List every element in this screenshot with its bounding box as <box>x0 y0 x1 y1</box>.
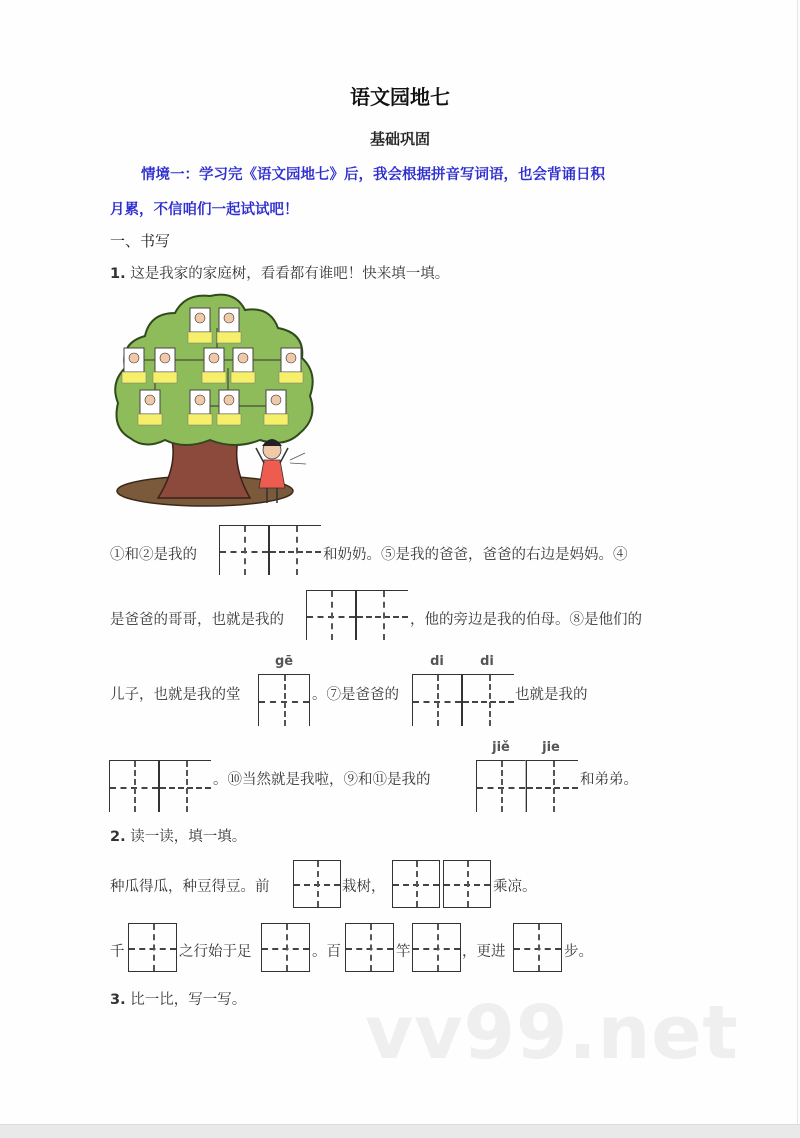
q1-line4-text-a: 。⑩当然就是我啦，⑨和⑪是我的 <box>213 772 431 788</box>
question-2 <box>110 825 246 846</box>
q2-line2-text-b: 之行始于足 <box>179 944 252 960</box>
answer-grid-box[interactable] <box>269 525 321 575</box>
q2-line2-text-d: 竿 <box>396 944 411 960</box>
pinyin-label: jiě <box>492 740 510 755</box>
answer-grid-box[interactable] <box>219 525 269 575</box>
q1-line3-text-c: 也就是我的 <box>515 687 588 703</box>
question-3 <box>110 988 246 1009</box>
family-tree-illustration <box>110 288 320 510</box>
scenario-text-line2: 月累，不信咱们一起试试吧！ <box>110 202 299 218</box>
q1-line2-text-a: 是爸爸的哥哥，也就是我的 <box>110 612 284 628</box>
pinyin-label: di <box>430 654 444 669</box>
q1-line1-text-a: ①和②是我的 <box>110 547 197 563</box>
q1-line4-text-b: 和弟弟。 <box>580 772 638 788</box>
question-1 <box>110 262 449 283</box>
answer-grid-box[interactable] <box>306 590 356 640</box>
answer-grid-box[interactable] <box>293 860 341 908</box>
pinyin-label: gē <box>274 654 294 669</box>
q1-line1-text-b: 和奶奶。⑤是我的爸爸，爸爸的右边是妈妈。④ <box>323 547 628 563</box>
answer-grid-box[interactable] <box>443 860 491 908</box>
page-subtitle: 基础巩固 <box>369 130 430 148</box>
question-text: 读一读，填一填。 <box>130 829 247 845</box>
tree-icon <box>110 288 320 510</box>
answer-grid-box[interactable] <box>345 923 394 972</box>
answer-grid-box[interactable] <box>109 760 159 812</box>
question-number: 1. <box>110 266 126 282</box>
q2-line1-text-b: 栽树， <box>342 879 386 895</box>
answer-grid-box[interactable] <box>261 923 310 972</box>
answer-grid-box[interactable] <box>513 923 562 972</box>
question-text: 比一比，写一写。 <box>130 992 247 1008</box>
q2-line1-text-c: 乘凉。 <box>493 879 537 895</box>
q2-line2-text-c: 。百 <box>312 944 341 960</box>
watermark: vv99.net <box>365 990 739 1076</box>
question-number: 3. <box>110 992 126 1008</box>
page-title: 语文园地七 <box>350 85 450 109</box>
answer-grid-box[interactable] <box>412 674 462 726</box>
q2-line2-text-e: ，更进 <box>462 944 506 960</box>
answer-grid-box[interactable] <box>258 674 310 726</box>
scenario-text-line1: 情境一：学习完《语文园地七》后，我会根据拼音写词语，也会背诵日积 <box>141 167 605 183</box>
page-bottom-edge <box>0 1124 800 1138</box>
answer-grid-box[interactable] <box>159 760 211 812</box>
q1-line3-text-b: 。⑦是爸爸的 <box>312 687 399 703</box>
answer-grid-box[interactable] <box>462 674 514 726</box>
q2-line1-text-a: 种瓜得瓜，种豆得豆。前 <box>110 879 270 895</box>
answer-grid-box[interactable] <box>356 590 408 640</box>
answer-grid-box[interactable] <box>526 760 578 812</box>
q2-line2-text-a: 千 <box>110 944 125 960</box>
question-number: 2. <box>110 829 126 845</box>
answer-grid-box[interactable] <box>392 860 440 908</box>
pinyin-label: di <box>480 654 494 669</box>
section-heading-writing: 一、书写 <box>110 232 171 250</box>
answer-grid-box[interactable] <box>476 760 526 812</box>
q1-line3-text-a: 儿子，也就是我的堂 <box>110 687 241 703</box>
answer-grid-box[interactable] <box>412 923 461 972</box>
question-text: 这是我家的家庭树，看看都有谁吧！快来填一填。 <box>130 266 450 282</box>
q1-line2-text-b: ，他的旁边是我的伯母。⑧是他们的 <box>410 612 642 628</box>
q2-line2-text-f: 步。 <box>564 944 593 960</box>
pinyin-label: jie <box>542 740 560 755</box>
answer-grid-box[interactable] <box>128 923 177 972</box>
